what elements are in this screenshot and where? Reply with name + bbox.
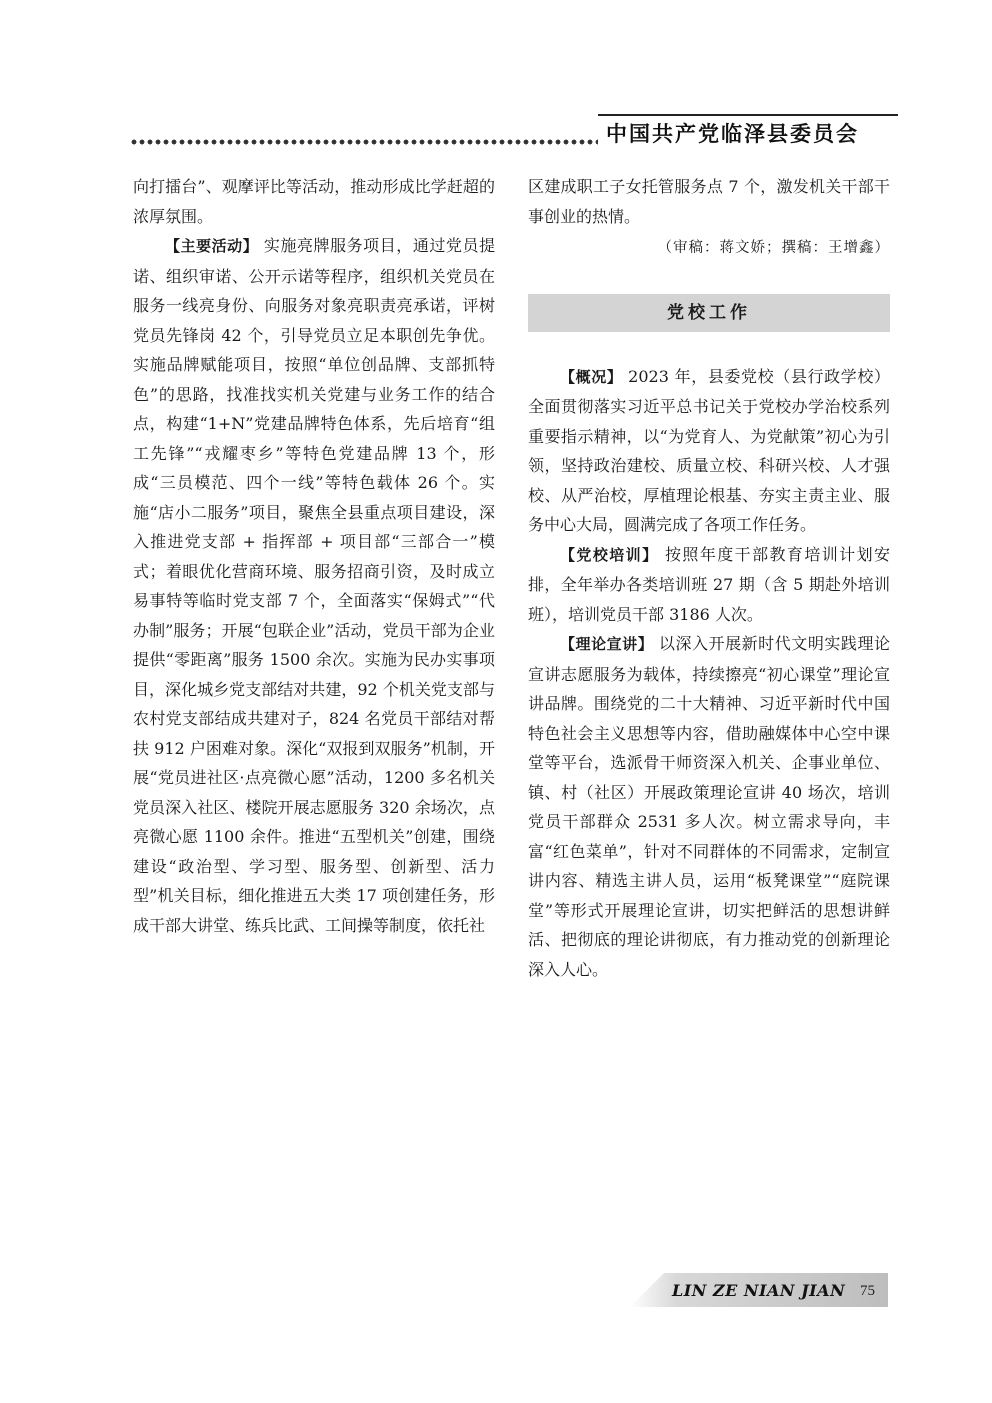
paragraph-overview [528, 362, 890, 540]
left-column [133, 172, 495, 940]
paragraph-continuation: 向打擂台”、观摩评比等活动，推动形成比学赶超的浓厚氛围。 [133, 177, 495, 226]
footer-journal-name: LIN ZE NIAN JIAN [672, 1281, 846, 1300]
header-dotted-rule [130, 138, 600, 146]
paragraph-text: 以深入开展新时代文明实践理论宣讲志愿服务为载体，持续擦亮“初心课堂”理论宣讲品牌。围绕党的二十大精神、习近平新时代中国特色社会主义思想等内容，借助融媒体中心空中课堂等平台，选派骨干师资深入机关、企事业单位、镇、村（社区）开展政策理论宣讲 40 场次，培训党员干部群众 2531 多人次。树立需求导向，丰富“红色菜单”，针对不同群体的不同需求，定制宣讲内容、精选主讲人员，运用“板凳课堂”“庭院课堂”等形式开展理论宣讲，切实把鲜活的思想讲鲜活、把彻底的理论讲彻底，有力推动党的创新理论深入人心。 [528, 634, 890, 979]
paragraph-text: 按照年度干部教育培训计划安排，全年举办各类培训班 27 期（含 5 期赴外培训班），培训党员干部 3186 人次。 [528, 544, 890, 624]
page-number: 75 [860, 1283, 875, 1299]
author-credit: （审稿：蒋文娇；撰稿：王增鑫） [657, 240, 890, 256]
paragraph-main-activities [133, 231, 495, 940]
section-tag-training: 【党校培训】 [560, 545, 659, 564]
section-tag-main-activities: 【主要活动】 [165, 237, 259, 255]
paragraph-text: 2023 年，县委党校（县行政学校）全面贯彻落实习近平总书记关于党校办学治校系列重要指示精神，以“为党育人、为党献策”初心为引领，坚持政治建校、质量立校、科研兴校、人才强校、从严治校，厚植理论根基、夯实主责主业、服务中心大局，圆满完成了各项工作任务。 [528, 366, 890, 534]
running-header-title: 中国共产党临泽县委员会 [598, 114, 898, 152]
paragraph-text: 实施亮牌服务项目，通过党员提诺、组织审诺、公开示诺等程序，组织机关党员在服务一线亮身份、向服务对象亮职责亮承诺，评树党员先锋岗 42 个，引导党员立足本职创先争优。实施品牌赋能项目，按照“单位创品牌、支部抓特色”的思路，找准找实机关党建与业务工作的结合点，构建“1+N”党建品牌特色体系，先后培育“组工先锋”“戎耀枣乡”等特色党建品牌 13 个，形成“三员模范、四个一线”等特色载体 26 个。实施“店小二服务”项目，聚焦全县重点项目建设，深入推进党支部 + 指挥部 + 项目部“三部合一”模式；着眼优化营商环境、服务招商引资，及时成立易事特等临时党支部 7 个，全面落实“保姆式”“代办制”服务；开展“包联企业”活动，党员干部为企业提供“零距离”服务 1500 余次。实施为民办实事项目，深化城乡党支部结对共建，92 个机关党支部与农村党支部结成共建对子，824 名党员干部结对帮扶 912 户困难对象。深化“双报到双服务”机制，开展“党员进社区·点亮微心愿”活动，1200 多名机关党员深入社区、楼院开展志愿服务 320 余场次，点亮微心愿 1100 余件。推进“五型机关”创建，围绕建设“政治型、学习型、服务型、创新型、活力型”机关目标，细化推进五大类 17 项创建任务，形成干部大讲堂、练兵比武、工间操等制度，依托社 [133, 236, 495, 935]
paragraph-theory-lectures [528, 629, 890, 984]
paragraph-continuation: 区建成职工子女托管服务点 7 个，激发机关干部干事创业的热情。 [528, 177, 890, 226]
section-heading-party-school: 党校工作 [528, 294, 890, 332]
right-column [528, 172, 890, 984]
paragraph-training [528, 540, 890, 630]
section-tag-overview: 【概况】 [560, 367, 623, 386]
section-tag-theory: 【理论宣讲】 [560, 635, 654, 653]
